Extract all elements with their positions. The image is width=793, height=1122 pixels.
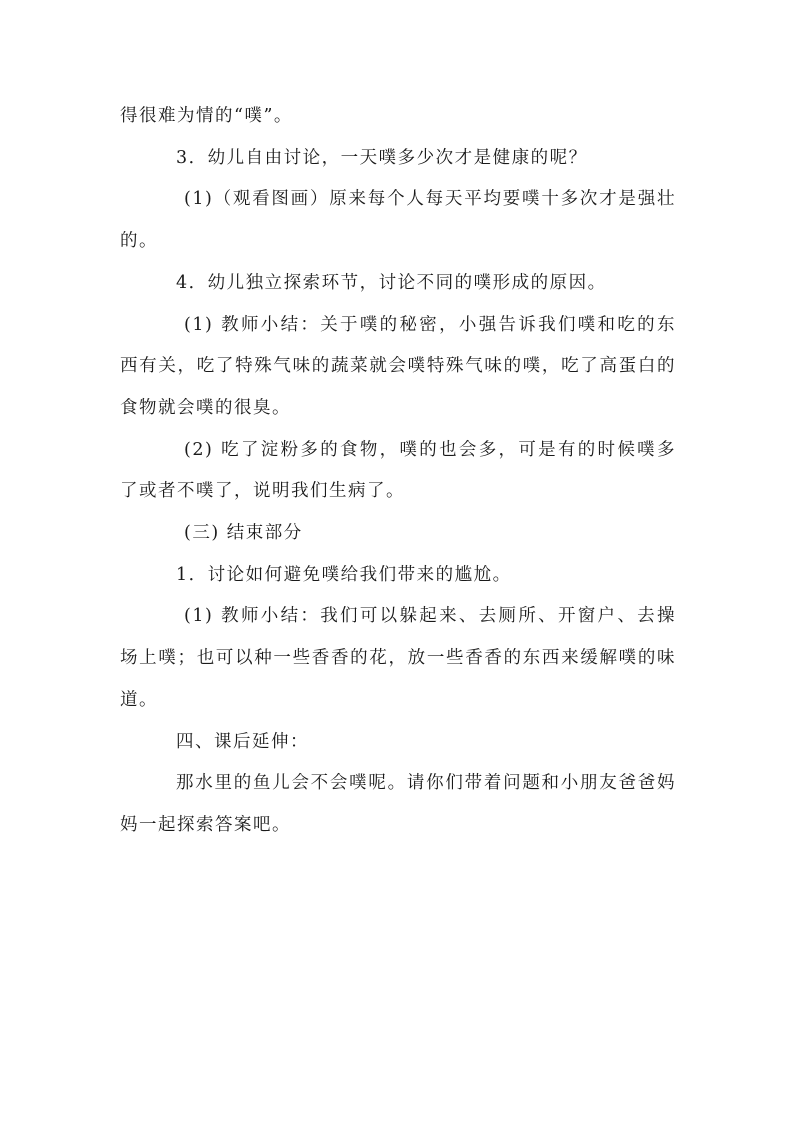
section-heading-extension: 四、课后延伸： (176, 731, 309, 752)
paragraph-continuation: 得很难为情的“噗”。 (120, 106, 293, 126)
paragraph-step-3: 3．幼儿自由讨论，一天噗多少次才是健康的呢？ (176, 147, 588, 168)
paragraph-step-4: 4．幼儿独立探索环节，讨论不同的噗形成的原因。 (176, 272, 607, 293)
paragraph-extension: 那水里的鱼儿会不会噗呢。请你们带着问题和小朋友爸爸妈妈一起探索答案吧。 (120, 773, 676, 835)
paragraph-step-4-sub-1: (1) 教师小结：关于噗的秘密，小强告诉我们噗和吃的东西有关，吃了特殊气味的蔬菜就会噗特殊气味的噗，吃了高蛋白的食物就会噗的很臭。 (120, 314, 676, 418)
paragraph-step-4-sub-2: (2) 吃了淀粉多的食物，噗的也会多，可是有的时候噗多了或者不噗了，说明我们生病了。 (120, 439, 676, 502)
paragraph-conclusion-1-sub-1: (1) 教师小结：我们可以躲起来、去厕所、开窗户、去操场上噗；也可以种一些香香的花，放一些香香的东西来缓解噗的味道。 (120, 606, 676, 710)
section-heading-conclusion: (三) 结束部分 (184, 523, 303, 544)
paragraph-step-3-sub-1: (1)（观看图画）原来每个人每天平均要噗十多次才是强壮的。 (120, 189, 676, 252)
document-body (120, 96, 676, 847)
paragraph-conclusion-1: 1．讨论如何避免噗给我们带来的尴尬。 (176, 564, 512, 585)
